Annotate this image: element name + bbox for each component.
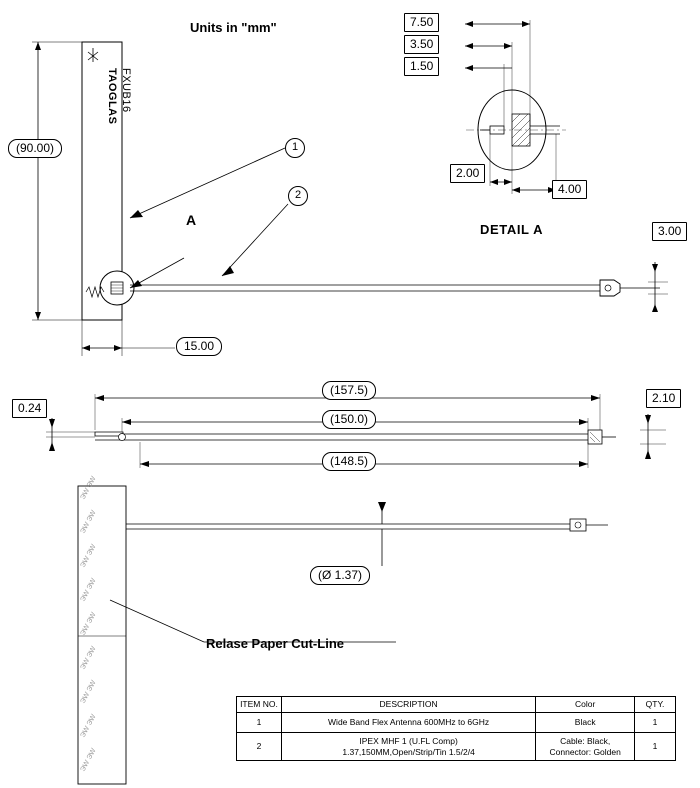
- table-header-row: [237, 697, 676, 713]
- cell-color-line1: Cable: Black,: [560, 735, 611, 746]
- dim-label-1500: (150.0): [322, 410, 376, 429]
- cell-item-no: 2: [237, 733, 282, 761]
- dim-label-350: 3.50: [404, 35, 439, 54]
- cell-description-line1: IPEX MHF 1 (U.FL Comp): [359, 735, 458, 746]
- dim-height-90: [32, 42, 82, 320]
- balloon-item-2[interactable]: 2: [288, 186, 308, 206]
- dia-137-leader: [378, 502, 386, 566]
- dim-label-1485: (148.5): [322, 452, 376, 471]
- detail-a-leader: [130, 258, 184, 288]
- detail-a-view: [466, 90, 566, 170]
- dim-024: [46, 418, 95, 451]
- detail-callout-a: A: [186, 212, 197, 228]
- dim-label-150: 1.50: [404, 57, 439, 76]
- dim-label-1575: (157.5): [322, 381, 376, 400]
- cable-top-view: [130, 280, 660, 296]
- dim-label-90: (90.00): [8, 139, 62, 158]
- dim-label-200: 2.00: [450, 164, 485, 183]
- cell-description: Wide Band Flex Antenna 600MHz to 6GHz: [281, 713, 535, 733]
- cell-description: [281, 733, 535, 761]
- table-row: [237, 733, 676, 761]
- header-color: Color: [536, 697, 635, 713]
- dim-label-210: 2.10: [646, 389, 681, 408]
- dim-label-024: 0.24: [12, 399, 47, 418]
- dim-label-400: 4.00: [552, 180, 587, 199]
- cell-color: Black: [536, 713, 635, 733]
- cable-side-view: [95, 430, 616, 444]
- cell-color: [536, 733, 635, 761]
- dim-210: [640, 414, 666, 459]
- svg-text:ЭW ЭW: ЭW ЭW: [79, 509, 98, 535]
- dim-label-15: 15.00: [176, 337, 222, 356]
- svg-text:ЭW ЭW: ЭW ЭW: [79, 577, 98, 603]
- dim-width-15: [82, 320, 175, 356]
- cell-color-line2: Connector: Golden: [549, 746, 621, 757]
- cable-bottom-view: [126, 519, 608, 531]
- dim-conn-300: [648, 262, 668, 312]
- balloon-2-leader: [222, 204, 288, 276]
- svg-text:ЭW ЭW: ЭW ЭW: [79, 713, 98, 739]
- dim-label-dia-137: (Ø 1.37): [310, 566, 370, 585]
- svg-text:ЭW ЭW: ЭW ЭW: [79, 611, 98, 637]
- cell-item-no: 1: [237, 713, 282, 733]
- bill-of-materials-table: [236, 696, 676, 761]
- svg-text:ЭW ЭW: ЭW ЭW: [79, 679, 98, 705]
- balloon-item-1[interactable]: 1: [285, 138, 305, 158]
- header-description: DESCRIPTION: [281, 697, 535, 713]
- relase-paper-cut-line-label: Relase Paper Cut-Line: [206, 636, 344, 651]
- header-item-no: ITEM NO.: [237, 697, 282, 713]
- table-row: [237, 713, 676, 733]
- antenna-model-text: FXUB16: [120, 68, 132, 113]
- cell-description-line2: 1.37,150MM,Open/Strip/Tin 1.5/2/4: [342, 746, 475, 757]
- antenna-brand-text: TAOGLAS: [106, 68, 118, 125]
- svg-text:ЭW ЭW: ЭW ЭW: [79, 475, 98, 501]
- dim-label-300: 3.00: [652, 222, 687, 241]
- units-note: Units in "mm": [190, 20, 277, 35]
- dim-label-750: 7.50: [404, 13, 439, 32]
- svg-text:ЭW ЭW: ЭW ЭW: [79, 747, 98, 773]
- detail-a-title: DETAIL A: [480, 222, 544, 237]
- svg-text:ЭW ЭW: ЭW ЭW: [79, 543, 98, 569]
- balloon-1-leader: [130, 148, 285, 218]
- cell-qty: 1: [635, 733, 676, 761]
- svg-text:ЭW ЭW: ЭW ЭW: [79, 645, 98, 671]
- cell-qty: 1: [635, 713, 676, 733]
- header-qty: QTY.: [635, 697, 676, 713]
